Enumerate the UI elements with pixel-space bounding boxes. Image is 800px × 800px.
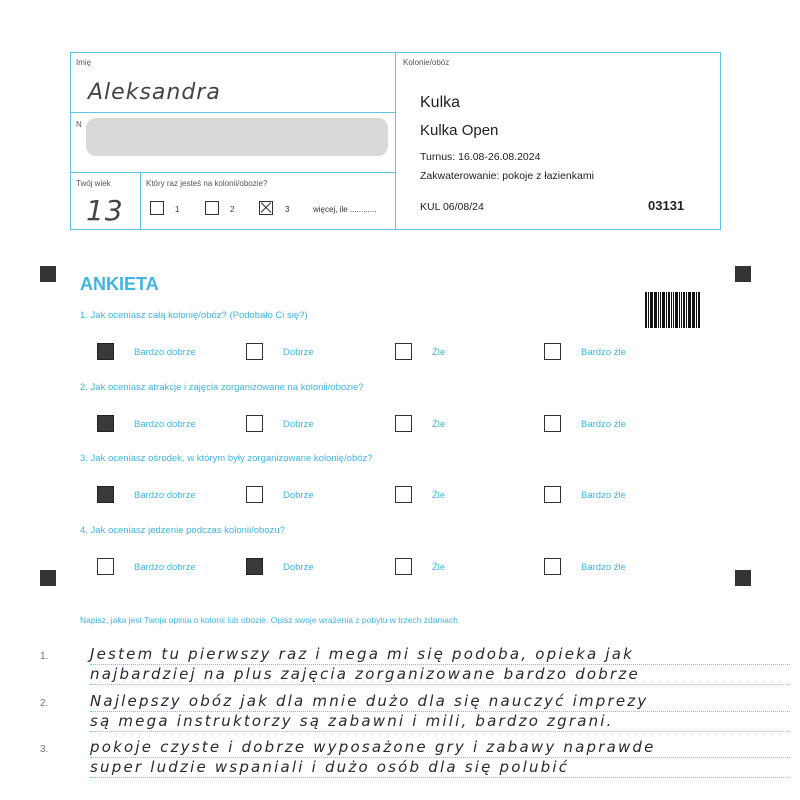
- camp-subname: Kulka Open: [420, 122, 499, 139]
- q3-option-bad[interactable]: [395, 486, 412, 503]
- registration-marker-bottom-left: [40, 570, 56, 586]
- q1-label-very-bad: Bardzo źle: [581, 347, 626, 358]
- answer-text-3[interactable]: Najlepszy obóz jak dla mnie dużo dla się nauczyć imprezy: [90, 692, 649, 710]
- divider-name-row: [70, 112, 396, 113]
- q4-option-very-bad[interactable]: [544, 558, 561, 575]
- question-2: 2. Jak oceniasz atrakcje i zajęcia zorganizowane na kolonii/obozie?: [80, 382, 364, 393]
- question-3: 3. Jak oceniasz ośrodek, w którym były zorganizowane kolonię/obóz?: [80, 453, 373, 464]
- barcode: [645, 292, 701, 328]
- divider-age-row: [70, 172, 396, 173]
- answer-text-4[interactable]: są mega instruktorzy są zabawni i mili, bardzo zgrani.: [90, 712, 614, 730]
- times-option-2: 2: [230, 205, 235, 214]
- q4-option-bad[interactable]: [395, 558, 412, 575]
- q1-label-very-good: Bardzo dobrze: [134, 347, 196, 358]
- times-option-1: 1: [175, 205, 180, 214]
- q1-option-very-good[interactable]: [97, 343, 114, 360]
- q2-option-good[interactable]: [246, 415, 263, 432]
- question-4: 4. Jak oceniasz jedzenie podczas kolonii/obozu?: [80, 525, 285, 536]
- times-checkbox-3[interactable]: [259, 201, 273, 215]
- registration-marker-bottom-right: [735, 570, 751, 586]
- divider-age-col: [140, 172, 141, 230]
- opinion-prompt: Napisz, jaka jest Twoja opinia o kolonii lub obozie. Opisz swoje wrażenia z pobytu w trzech zdaniach.: [80, 615, 461, 625]
- q1-option-bad[interactable]: [395, 343, 412, 360]
- times-option-more: więcej, ile ............: [313, 205, 377, 214]
- times-checkbox-1[interactable]: [150, 201, 164, 215]
- q3-label-good: Dobrze: [283, 490, 314, 501]
- q2-option-very-bad[interactable]: [544, 415, 561, 432]
- q3-option-very-good[interactable]: [97, 486, 114, 503]
- opinion-number-2: 2.: [40, 698, 49, 709]
- q4-label-good: Dobrze: [283, 562, 314, 573]
- answer-text-6[interactable]: super ludzie wspaniali i dużo osób dla się polubić: [90, 758, 570, 776]
- age-label: Twój wiek: [76, 179, 111, 188]
- q3-label-bad: Źle: [432, 490, 446, 501]
- times-option-3: 3: [285, 205, 290, 214]
- camp-code: KUL 06/08/24: [420, 201, 484, 213]
- redacted-surname: [86, 118, 388, 156]
- answer-text-5[interactable]: pokoje czyste i dobrze wyposażone gry i zabawy naprawde: [90, 738, 656, 756]
- answer-text-2[interactable]: najbardziej na plus zajęcia zorganizowane bardzo dobrze: [90, 665, 640, 683]
- q2-label-good: Dobrze: [283, 419, 314, 430]
- q3-label-very-bad: Bardzo źle: [581, 490, 626, 501]
- q1-label-bad: Źle: [432, 347, 446, 358]
- registration-marker-top-right: [735, 266, 751, 282]
- q2-option-bad[interactable]: [395, 415, 412, 432]
- q1-option-very-bad[interactable]: [544, 343, 561, 360]
- q2-option-very-good[interactable]: [97, 415, 114, 432]
- q3-option-very-bad[interactable]: [544, 486, 561, 503]
- q4-option-very-good[interactable]: [97, 558, 114, 575]
- q2-label-bad: Źle: [432, 419, 446, 430]
- q1-label-good: Dobrze: [283, 347, 314, 358]
- opinion-number-1: 1.: [40, 651, 49, 662]
- q4-label-bad: Źle: [432, 562, 446, 573]
- registration-marker-top-left: [40, 266, 56, 282]
- name-label: Imię: [76, 58, 92, 67]
- form-number: 03131: [648, 198, 685, 213]
- q1-option-good[interactable]: [246, 343, 263, 360]
- survey-title: ANKIETA: [80, 274, 159, 294]
- answer-text-1[interactable]: Jestem tu pierwszy raz i mega mi się podoba, opieka jak: [90, 645, 635, 663]
- answer-line-2: [90, 684, 790, 685]
- q2-label-very-bad: Bardzo źle: [581, 419, 626, 430]
- answer-line-4: [90, 731, 790, 732]
- q4-label-very-good: Bardzo dobrze: [134, 562, 196, 573]
- q3-label-very-good: Bardzo dobrze: [134, 490, 196, 501]
- camp-name: Kulka: [420, 94, 461, 111]
- age-value[interactable]: 13: [86, 194, 124, 227]
- opinion-number-3: 3.: [40, 744, 49, 755]
- question-1: 1. Jak oceniasz całą kolonię/obóz? (Podobało Ci się?): [80, 310, 308, 321]
- answer-line-6: [90, 777, 790, 778]
- q4-label-very-bad: Bardzo źle: [581, 562, 626, 573]
- divider-vertical-main: [395, 52, 396, 230]
- q4-option-good[interactable]: [246, 558, 263, 575]
- q3-option-good[interactable]: [246, 486, 263, 503]
- name-value[interactable]: Aleksandra: [88, 80, 221, 105]
- times-label: Który raz jesteś na kolonii/obozie?: [146, 179, 268, 188]
- q2-label-very-good: Bardzo dobrze: [134, 419, 196, 430]
- times-checkbox-2[interactable]: [205, 201, 219, 215]
- camp-label: Kolonie/obóz: [403, 58, 450, 67]
- accommodation: Zakwaterowanie: pokoje z łazienkami: [420, 170, 594, 182]
- surname-label: N: [76, 120, 82, 129]
- turnus: Turnus: 16.08-26.08.2024: [420, 151, 541, 163]
